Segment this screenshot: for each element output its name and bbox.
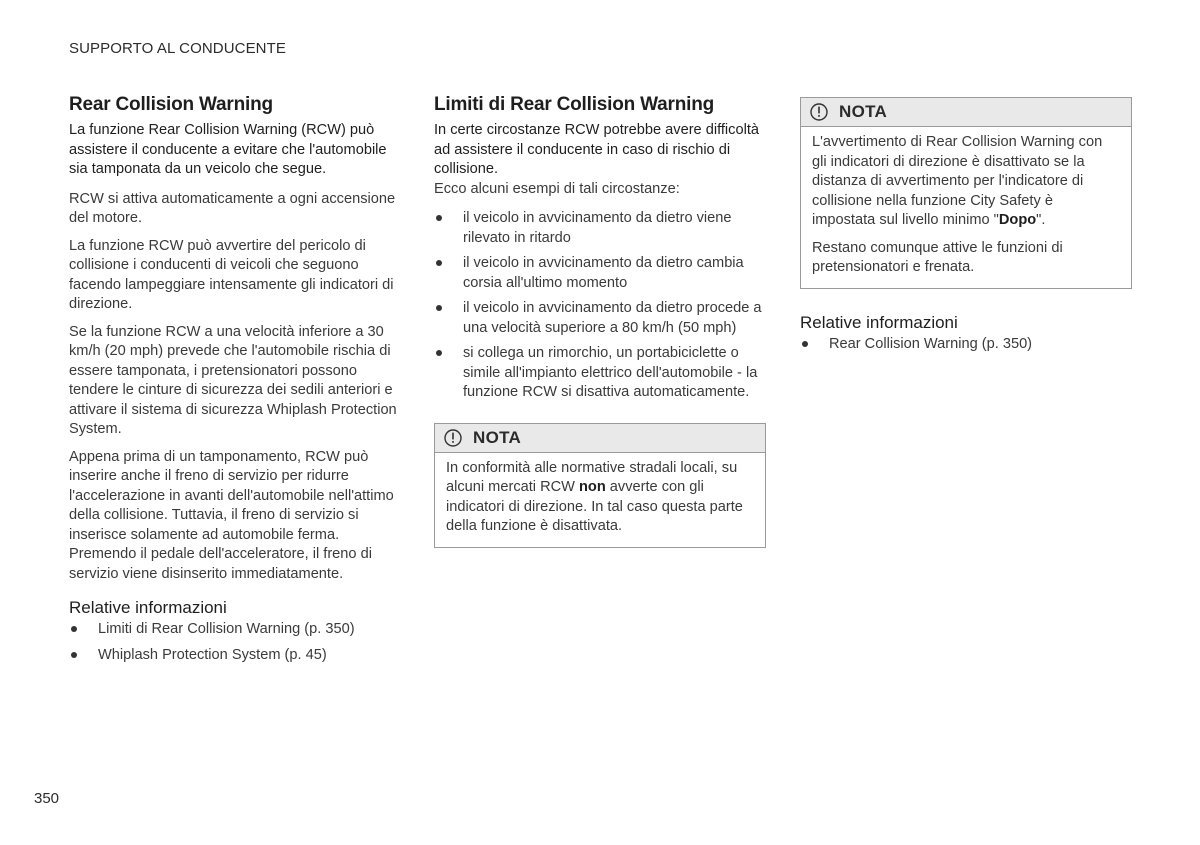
note-box xyxy=(800,97,1132,289)
note-text: L'avvertimento di Rear Collision Warning con gli indicatori di direzione è disattivato se la distanza di avvertimento per l'indicatore di collisione nella funzione City Safety è impostata sul livello minimo "Dopo". xyxy=(812,134,1103,228)
bullet-icon xyxy=(436,350,442,356)
note-body xyxy=(801,127,1131,288)
related-link[interactable]: Whiplash Protection System (p. 45) xyxy=(69,646,401,666)
body-paragraph: Se la funzione RCW a una velocità inferiore a 30 km/h (20 mph) prevede che l'automobile rischia di essere tamponata, i pretensionatori possono tendere le cinture di sicurezza dei sedili anteriori e attivare il sistema di sicurezza Whiplash Protection System. xyxy=(69,323,397,437)
note-body xyxy=(435,453,765,547)
list-item: il veicolo in avvicinamento da dietro viene rilevato in ritardo xyxy=(434,209,766,248)
note-title: NOTA xyxy=(473,427,522,447)
body-paragraph: RCW si attiva automaticamente a ogni accensione del motore. xyxy=(69,190,396,226)
bullet-icon xyxy=(71,652,77,658)
section-title: Limiti di Rear Collision Warning xyxy=(434,94,715,115)
bullet-icon xyxy=(436,215,442,221)
column-note xyxy=(800,97,1132,360)
section-header: SUPPORTO AL CONDUCENTE xyxy=(69,40,286,57)
body-paragraph: La funzione RCW può avvertire del pericolo di collisione i conducenti di veicoli che seguono facendo lampeggiare intensamente gli indicatori di direzione. xyxy=(69,237,394,312)
list-item: il veicolo in avvicinamento da dietro procede a una velocità superiore a 80 km/h (50 mph) xyxy=(434,299,766,338)
bullet-icon xyxy=(436,260,442,266)
bullet-icon xyxy=(436,305,442,311)
list-item: si collega un rimorchio, un portabiciclette o simile all'impianto elettrico dell'automobile - la funzione RCW si disattiva automaticamente. xyxy=(434,344,766,403)
intro-paragraph: La funzione Rear Collision Warning (RCW) può assistere il conducente a evitare che l'automobile sia tamponata da un veicolo che segue. xyxy=(69,122,387,177)
related-link[interactable]: Limiti di Rear Collision Warning (p. 350) xyxy=(69,620,401,640)
body-paragraph: Appena prima di un tamponamento, RCW può inserire anche il freno di servizio per ridurre l'accelerazione in avanti dell'automobile nell'attimo della collisione. Tuttavia, il freno di servizio si inserisce solamente ad automobile ferma. Premendo il pedale dell'acceleratore, il freno di servizio viene disinserito immediatamente. xyxy=(69,448,394,582)
info-circle-icon xyxy=(810,103,828,121)
related-heading: Relative informazioni xyxy=(800,312,958,332)
info-circle-icon xyxy=(444,429,462,447)
related-heading: Relative informazioni xyxy=(69,598,227,617)
bullet-icon xyxy=(802,341,808,347)
section-title: Rear Collision Warning xyxy=(69,94,273,115)
related-link[interactable]: Rear Collision Warning (p. 350) xyxy=(800,335,1132,355)
note-title: NOTA xyxy=(839,102,888,121)
column-rear-collision-warning xyxy=(69,94,401,671)
list-item: il veicolo in avvicinamento da dietro cambia corsia all'ultimo momento xyxy=(434,254,766,293)
intro-paragraph: In certe circostanze RCW potrebbe avere difficoltà ad assistere il conducente in caso di rischio di collisione. xyxy=(434,122,759,177)
note-header xyxy=(435,424,765,453)
column-rcw-limits xyxy=(434,94,766,548)
page-number: 350 xyxy=(34,790,60,807)
note-text: Restano comunque attive le funzioni di pretensionatori e frenata. xyxy=(812,239,1063,275)
note-box xyxy=(434,423,766,548)
related-list xyxy=(800,335,1132,355)
lead-paragraph: Ecco alcuni esempi di tali circostanze: xyxy=(434,180,680,197)
note-text: In conformità alle normative stradali locali, su alcuni mercati RCW non avverte con gli indicatori di direzione. In tal caso questa parte della funzione è disattivata. xyxy=(446,459,743,534)
circumstance-list xyxy=(434,209,766,403)
note-header xyxy=(801,98,1131,127)
bullet-icon xyxy=(71,626,77,632)
related-list xyxy=(69,620,401,665)
